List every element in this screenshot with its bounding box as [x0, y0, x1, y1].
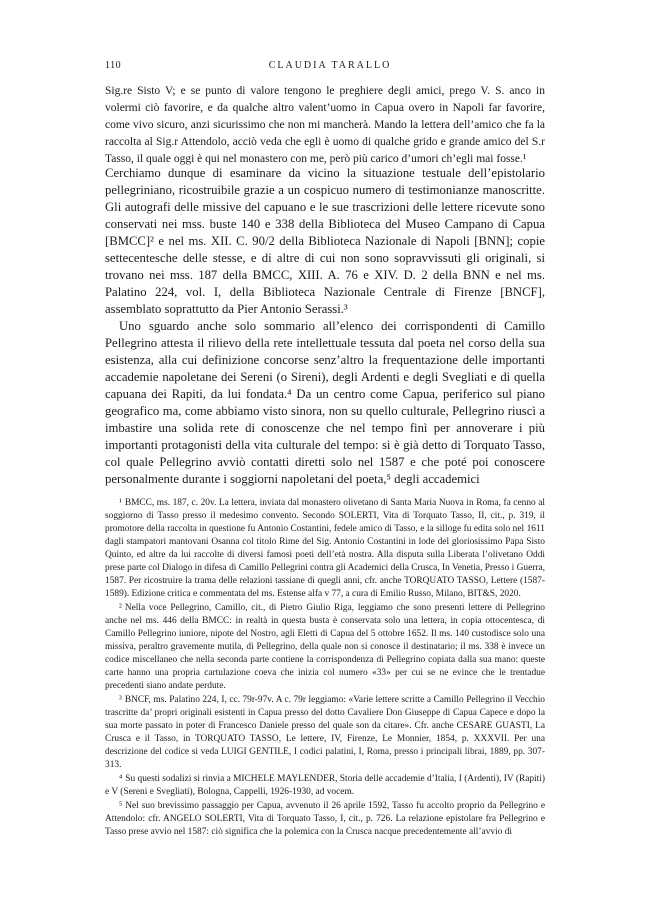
running-title: CLAUDIA TARALLO — [268, 60, 392, 71]
footnote-text: Nel suo brevissimo passaggio per Capua, avvenuto il 26 aprile 1592, Tasso fu accolto proprio da Pellegrino e Attendolo: cfr. ANGELO SOLERTI, Vita di Torquato Tasso, I, cit., p. 726. La relazione epistolare fra Pellegrino e Tasso prese avvio nel 1587: ciò significa che la polemica con la Crusca nacque precedentemente all’avvio di — [105, 801, 545, 837]
footnotes — [105, 497, 545, 840]
page-number: 110 — [105, 60, 122, 71]
footnote-number: ³ — [119, 695, 122, 705]
footnote — [105, 773, 545, 799]
footnote-text: Nella voce Pellegrino, Camillo, cit., di Pietro Giulio Riga, leggiamo che sono presenti lettere di Pellegrino anche nel ms. 446 della BMCC: in realtà in questa busta è conservata solo una lettera, in copia ottocentesca, di Camillo Pellegrino iuniore, nipote del Nostro, agli Eletti di Capua del 5 ottobre 1652. Il ms. 140 custodisce solo una missiva, peraltro gravemente mutila, di Pellegrino, della quale non si conosce il destinatario; il ms. 338 è invece un codice miscellaneo che nella seconda parte contiene la corrispondenza di Pellegrino copiata dalla sua mano: queste carte hanno una propria cartulazione coeva che inizia col numero «33» per cui se ne evince che le trentadue precedenti siano andate perdute. — [105, 603, 545, 691]
running-header — [105, 60, 555, 76]
footnote — [105, 602, 545, 693]
main-text — [105, 165, 545, 488]
block-quotation: Sig.re Sisto V; e se punto di valore tengono le preghiere degli amici, prego V. S. anco in volermi ciò favorire, e da qualche altro valent’uomo in Capua overo in Napoli far favorire, come vivo sicuro, anzi sicurissimo che non mi mancherà. Mando la lettera dell’amico che fa la raccolta al Sig.r Attendolo, acciò veda che egli è uomo di qualche grido e grande amico del S.r Tasso, il quale oggi è qui nel monastero con me, però più carico d’umori ch’egli mai fosse.¹ — [105, 85, 545, 165]
footnote-text: BMCC, ms. 187, c. 20v. La lettera, inviata dal monastero olivetano di Santa Maria Nuova in Roma, fa cenno al soggiorno di Tasso presso il medesimo convento. Secondo SOLERTI, Vita di Torquato Tasso, II, cit., p. 319, il promotore della raccolta in questione fu Antonio Costantini, fedele amico di Tasso, e la silloge fu edita solo nel 1611 dagli stampatori mantovani Osanna col titolo Rime del Sig. Antonio Costantini in lode del gloriosissimo Papa Sisto Quinto, ed altre da lui raccolte di diversi famosi poeti dell’età nostra. Alla disputa sulla Liberata l’olivetano Oddi prese parte col Dialogo in difesa di Camillo Pellegrini contra gli Academici della Crusca, In Venetia, Presso i Guerra, 1587. Per ricostruire la trama delle relazioni tassiane di quegli anni, cfr. anche TORQUATO TASSO, Lettere (1587-1589). Edizione critica e commentata del ms. Estense alfa v 77, a cura di Emilio Russo, Milano, BIT&S, 2020. — [105, 498, 545, 599]
footnote — [105, 497, 545, 601]
footnote-text: Su questi sodalizi si rinvia a MICHELE MAYLENDER, Storia delle accademie d’Italia, I (Ardenti), IV (Rapiti) e V (Sereni e Svegliati), Bologna, Cappelli, 1926-1930, ad vocem. — [105, 774, 545, 797]
footnote-number: ² — [119, 603, 122, 613]
footnote-number: ¹ — [119, 498, 122, 508]
footnote — [105, 694, 545, 772]
footnote — [105, 800, 545, 839]
footnote-number: ⁵ — [119, 801, 123, 811]
footnote-number: ⁴ — [119, 774, 123, 784]
footnote-text: BNCF, ms. Palatino 224, I, cc. 79r-97v. A c. 79r leggiamo: «Varie lettere scritte a Camillo Pellegrino il Vecchio trascritte da’ propri originali esistenti in Capua presso del dotto Cavaliere Don Giuseppe di Capua Capece e dopo la sua morte passato in poter di Francesco Daniele presso del quale son da citare». Cfr. anche CESARE GUASTI, La Crusca e il Tasso, in TORQUATO TASSO, Le lettere, IV, Firenze, Le Monnier, 1854, p. XXXVII. Per una descrizione del codice si veda LUIGI GENTILE, I codici palatini, I, Roma, presso i principali librai, 1889, pp. 307-313. — [105, 695, 545, 770]
paragraph: Uno sguardo anche solo sommario all’elenco dei corrispondenti di Camillo Pellegrino attesta il rilievo della rete intellettuale tessuta dal poeta nel corso della sua esistenza, alla cui definizione concorse senz’altro la frequentazione delle importanti accademie napoletane dei Sereni (o Sireni), degli Ardenti e degli Svegliati e di quella capuana dei Rapiti, da lui fondata.⁴ Da un centro come Capua, periferico sul piano geografico ma, come abbiamo visto sinora, non su quello culturale, Pellegrino riuscì a imbastire una solida rete di conoscenze che nel tempo finì per annoverare i più importanti protagonisti della vita culturale del tempo: si è già detto di Torquato Tasso, col quale Pellegrino avviò contatti diretti solo nel 1587 e che poté poi conoscere personalmente durante i soggiorni napoletani del poeta,⁵ degli accademici — [105, 319, 545, 486]
paragraph: Cerchiamo dunque di esaminare da vicino la situazione testuale dell’epistolario pellegriniano, ricostruibile grazie a un cospicuo numero di testimonianze manoscritte. Gli autografi delle missive del capuano e le sue trascrizioni delle lettere ricevute sono conservati nei mss. buste 140 e 338 della Biblioteca del Museo Campano di Capua [BMCC]² e nel ms. XII. C. 90/2 della Biblioteca Nazionale di Napoli [BNN]; copie settecentesche delle stesse, e di altre di cui non sono sopravvissuti gli originali, si trovano nei mss. 187 della BMCC, XIII. A. 76 e XIV. D. 2 della BNN e nel ms. Palatino 224, vol. I, della Biblioteca Nazionale Centrale di Firenze [BNCF], assemblato soprattutto da Pier Antonio Serassi.³ — [105, 166, 545, 316]
